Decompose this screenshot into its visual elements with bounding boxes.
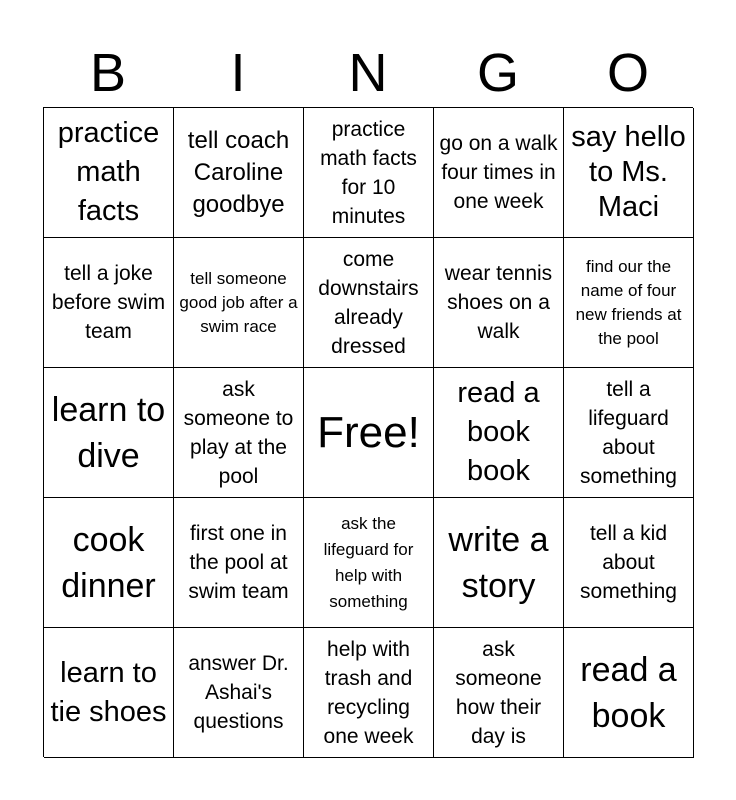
bingo-cell-r3-c5[interactable] [564,368,694,498]
cell-text: practice math facts [57,117,160,227]
bingo-cell-r3-c3-free[interactable] [304,368,434,498]
cell-text: practice math facts for 10 minutes [320,117,417,228]
cell-text: answer Dr. Ashai's questions [188,652,289,733]
header-letter-i: I [230,43,246,103]
bingo-cell-r2-c5[interactable] [564,238,694,368]
bingo-cell-r4-c1[interactable] [44,498,174,628]
header-letter-o: O [606,43,649,103]
bingo-header [43,38,693,108]
cell-text: first one in the pool at swim team [188,522,289,603]
bingo-cell-r2-c4[interactable] [434,238,564,368]
cell-text: ask the lifeguard for help with something [323,513,414,611]
cell-text: tell coach Caroline goodbye [187,126,290,218]
bingo-cell-r1-c3[interactable] [304,108,434,238]
bingo-cell-r2-c2[interactable] [174,238,304,368]
bingo-cell-r1-c2[interactable] [174,108,304,238]
bingo-cell-r5-c1[interactable] [44,628,174,758]
cell-text: say hello to Ms. Maci [571,121,686,223]
cell-text: ask someone to play at the pool [183,377,294,488]
cell-text: tell a kid about something [580,522,677,603]
bingo-cell-r4-c3[interactable] [304,498,434,628]
cell-text: find our the name of four new friends at the pool [575,256,682,348]
bingo-cell-r1-c5[interactable] [564,108,694,238]
cell-text: wear tennis shoes on a walk [444,262,553,343]
cell-text: learn to tie shoes [50,656,167,728]
bingo-cell-r2-c1[interactable] [44,238,174,368]
bingo-cell-r5-c4[interactable] [434,628,564,758]
bingo-cell-r5-c5[interactable] [564,628,694,758]
cell-text: help with trash and recycling one week [323,637,414,748]
bingo-cell-r1-c4[interactable] [434,108,564,238]
bingo-cell-r5-c2[interactable] [174,628,304,758]
bingo-cell-r5-c3[interactable] [304,628,434,758]
cell-text: learn to dive [51,390,166,475]
bingo-cell-r3-c2[interactable] [174,368,304,498]
bingo-cell-r4-c4[interactable] [434,498,564,628]
cell-text: tell a lifeguard about something [580,377,677,488]
header-letter-n: N [348,43,388,103]
cell-text: ask someone how their day is [455,637,542,748]
free-space-text: Free! [317,407,420,457]
bingo-cell-r1-c1[interactable] [44,108,174,238]
bingo-cell-r4-c5[interactable] [564,498,694,628]
cell-text: go on a walk four times in one week [439,132,558,213]
bingo-board [43,107,693,757]
header-letter-b: B [89,43,127,103]
cell-text: read a book book [457,377,540,487]
bingo-cell-r2-c3[interactable] [304,238,434,368]
bingo-cell-r3-c4[interactable] [434,368,564,498]
bingo-cell-r3-c1[interactable] [44,368,174,498]
cell-text: tell a joke before swim team [51,262,166,343]
bingo-cell-r4-c2[interactable] [174,498,304,628]
cell-text: write a story [448,520,549,605]
cell-text: tell someone good job after a swim race [179,268,298,336]
cell-text: cook dinner [61,520,156,605]
cell-text: come downstairs already dressed [318,247,419,358]
cell-text: read a book [580,650,677,735]
header-letter-g: G [476,43,519,103]
